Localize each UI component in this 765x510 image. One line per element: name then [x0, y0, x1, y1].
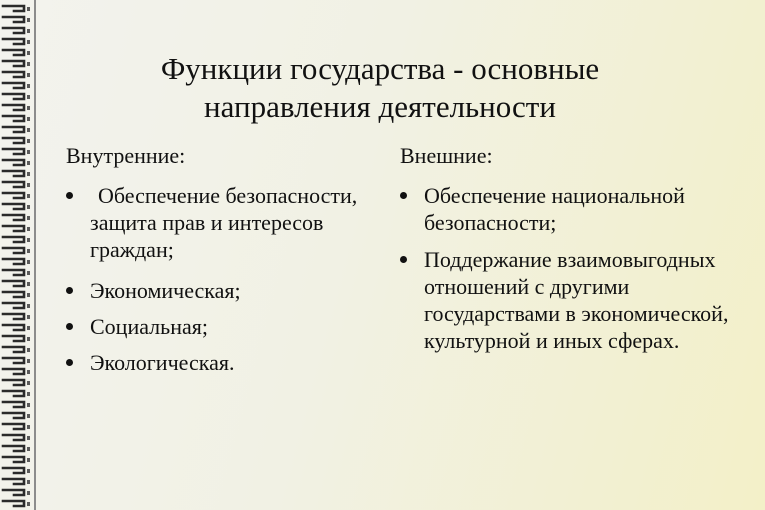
- binding-ring-icon: [3, 50, 30, 55]
- external-functions-list: [400, 182, 750, 354]
- binding-ring-icon: [3, 314, 30, 319]
- binding-ring-icon: [3, 248, 30, 253]
- binding-ring-icon: [3, 127, 30, 132]
- binding-ring-icon: [3, 83, 30, 88]
- binding-ring-icon: [3, 160, 30, 165]
- binding-ring-icon: [3, 424, 30, 429]
- list-item: [66, 349, 376, 376]
- binding-ring-icon: [3, 17, 30, 22]
- binding-ring-icon: [3, 435, 30, 440]
- bullet-icon: [66, 192, 73, 199]
- bullet-icon: [400, 192, 407, 199]
- list-item: [400, 182, 724, 236]
- binding-ring-icon: [3, 138, 30, 143]
- binding-ring-icon: [3, 259, 30, 264]
- binding-ring-icon: [3, 413, 30, 418]
- binding-ring-icon: [3, 193, 30, 198]
- binding-ring-icon: [3, 369, 30, 374]
- binding-ring-icon: [3, 6, 30, 11]
- binding-ring-icon: [3, 28, 30, 33]
- binding-ring-icon: [3, 479, 30, 484]
- external-functions-heading: Внешние:: [400, 143, 493, 168]
- binding-ring-icon: [3, 39, 30, 44]
- binding-ring-icon: [3, 457, 30, 462]
- list-item: [66, 182, 376, 263]
- list-item-text: Поддержание взаимовыгодных отношений с другими государствами в экономической, культурной и иных сферах.: [424, 247, 729, 353]
- title-line-1: Функции государства - основные: [160, 51, 600, 86]
- binding-edge: [34, 0, 36, 510]
- list-item-text: Социальная;: [90, 314, 208, 339]
- bullet-icon: [66, 359, 73, 366]
- bullet-icon: [400, 256, 407, 263]
- list-item: [400, 246, 734, 354]
- binding-ring-icon: [3, 292, 30, 297]
- list-item-text: Экологическая.: [90, 350, 235, 375]
- binding-ring-icon: [3, 446, 30, 451]
- binding-ring-icon: [3, 105, 30, 110]
- binding-ring-icon: [3, 182, 30, 187]
- list-item: [66, 277, 376, 304]
- binding-ring-icon: [3, 61, 30, 66]
- binding-ring-icon: [3, 325, 30, 330]
- bullet-icon: [66, 287, 73, 294]
- binding-ring-icon: [3, 72, 30, 77]
- binding-ring-icon: [3, 116, 30, 121]
- binding-ring-icon: [3, 468, 30, 473]
- binding-ring-icon: [3, 281, 30, 286]
- list-item-text: Обеспечение национальной безопасности;: [424, 183, 685, 235]
- binding-ring-icon: [3, 204, 30, 209]
- title-line-2: направления деятельности: [204, 89, 556, 124]
- binding-ring-icon: [3, 215, 30, 220]
- binding-ring-icon: [3, 237, 30, 242]
- spiral-binding: [0, 0, 34, 510]
- binding-ring-icon: [3, 336, 30, 341]
- bullet-icon: [66, 323, 73, 330]
- binding-ring-icon: [3, 149, 30, 154]
- binding-ring-icon: [3, 501, 30, 506]
- binding-ring-icon: [3, 391, 30, 396]
- binding-ring-icon: [3, 226, 30, 231]
- binding-ring-icon: [3, 303, 30, 308]
- binding-ring-icon: [3, 358, 30, 363]
- binding-ring-icon: [3, 347, 30, 352]
- internal-functions-heading: Внутренние:: [66, 143, 186, 168]
- internal-functions-list: [66, 182, 376, 376]
- internal-functions-column: [66, 142, 376, 384]
- list-item: [66, 313, 376, 340]
- binding-ring-icon: [3, 94, 30, 99]
- binding-ring-icon: [3, 402, 30, 407]
- binding-ring-icon: [3, 171, 30, 176]
- binding-ring-icon: [3, 380, 30, 385]
- list-item-text: Обеспечение безопасности, защита прав и интересов граждан;: [90, 183, 358, 262]
- list-item-text: Экономическая;: [90, 278, 241, 303]
- external-functions-column: [400, 142, 750, 362]
- slide-title: [120, 50, 640, 126]
- binding-ring-icon: [3, 270, 30, 275]
- binding-ring-icon: [3, 490, 30, 495]
